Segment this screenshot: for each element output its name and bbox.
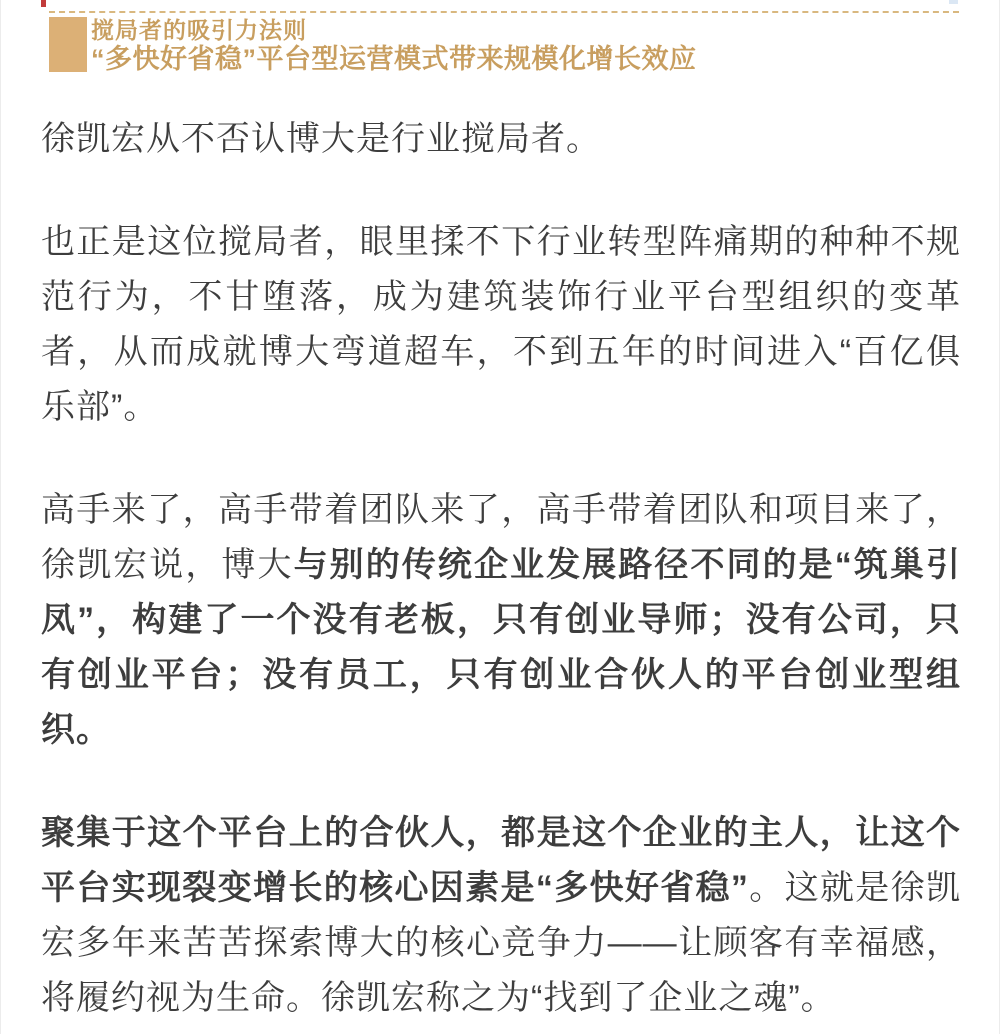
text-run: 徐凯宏从不否认博大是行业搅局者。 bbox=[41, 120, 601, 158]
paragraph bbox=[41, 112, 961, 167]
paragraph bbox=[41, 806, 961, 1026]
article-body bbox=[1, 0, 1000, 1026]
text-run-bold: 与别的传统企业发展路径不同的是“筑巢引凤”，构建了一个没有老板，只有创业导师；没有公司，只有创业平台；没有员工，只有创业合伙人的平台创业型组织。 bbox=[41, 546, 962, 749]
paragraph bbox=[41, 483, 961, 758]
text-run-bold: 聚集于这个平台上的合伙人，都是这个企业的主人，让这个平台实现裂变增长的核心因素是“多快好省稳” bbox=[41, 814, 961, 907]
section-title: 搅局者的吸引力法则 bbox=[91, 17, 307, 43]
section-subtitle: “多快好省稳”平台型运营模式带来规模化增长效应 bbox=[91, 44, 697, 74]
text-run: 高手来了，高手带着团队来了，高手带着团队和项目来了，徐凯宏说，博大 bbox=[41, 491, 961, 584]
text-run: 。这就是徐凯宏多年来苦苦探索博大的核心竞争力——让顾客有幸福感，将履约视为生命。徐凯宏称之为“找到了企业之魂”。 bbox=[41, 869, 961, 1017]
text-run: 也正是这位搅局者，眼里揉不下行业转型阵痛期的种种不规范行为，不甘堕落，成为建筑装饰行业平台型组织的变革者，从而成就博大弯道超车，不到五年的时间进入“百亿俱乐部”。 bbox=[41, 223, 961, 426]
paragraph bbox=[41, 215, 961, 435]
